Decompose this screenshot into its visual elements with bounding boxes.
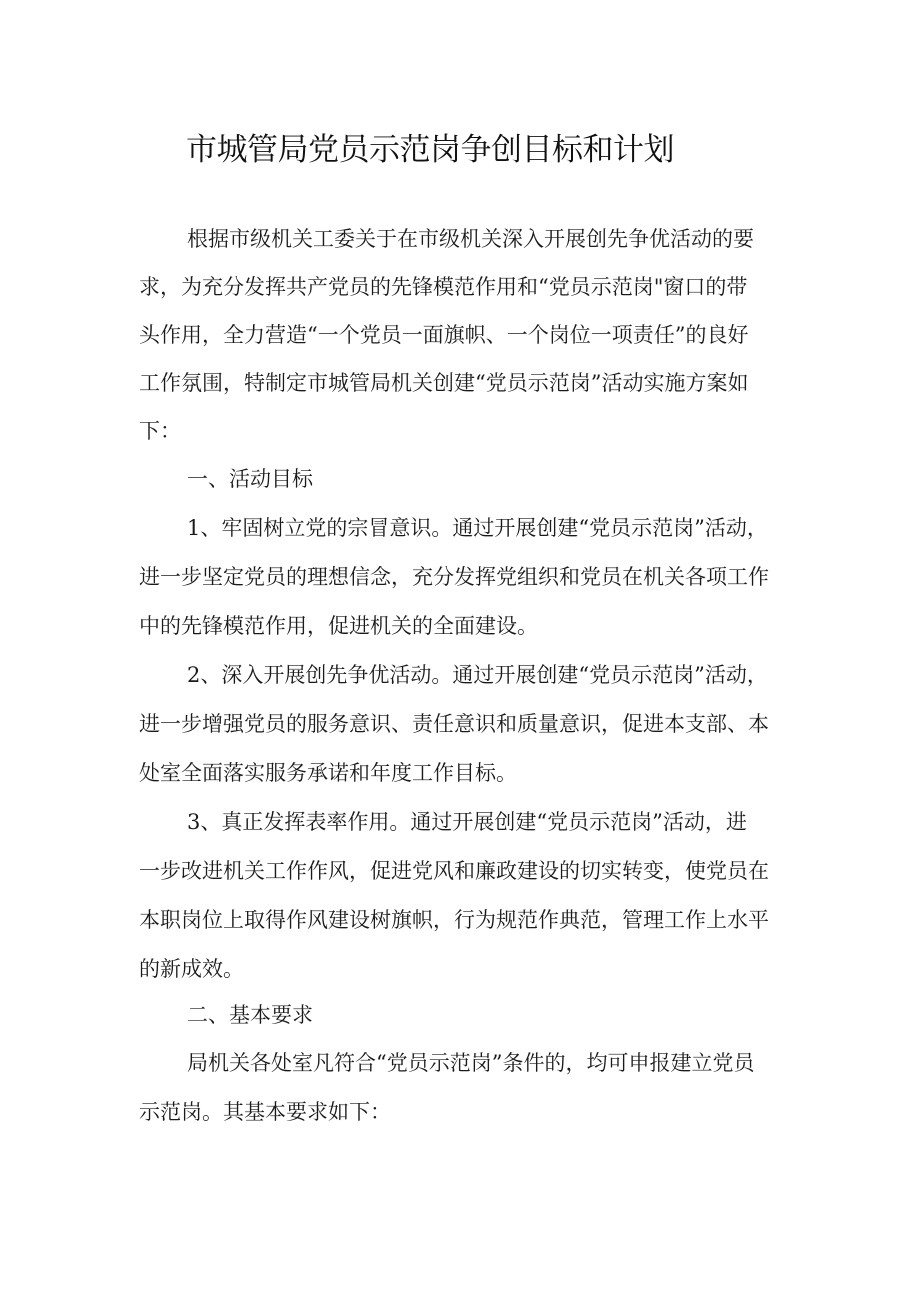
paragraph-line: 3、真正发挥表率作用。通过开展创建“党员示范岗”活动，进: [187, 810, 747, 834]
paragraph-line: 2、深入开展创先争优活动。通过开展创建“党员示范岗”活动，: [187, 663, 768, 687]
paragraph-line: 局机关各处室凡符合“党员示范岗”条件的，均可申报建立党员: [187, 1051, 755, 1075]
paragraph-line: 一步改进机关工作作风，促进党风和廉政建设的切实转变，使党员在: [139, 859, 769, 883]
paragraph-line: 根据市级机关工委关于在市级机关深入开展创先争优活动的要: [187, 227, 754, 251]
paragraph-line: 求，为充分发挥共产党员的先锋模范作用和“党员示范岗"窗口的带: [139, 275, 748, 299]
paragraph-line: 工作氛围，特制定市城管局机关创建“党员示范岗”活动实施方案如: [139, 371, 749, 395]
section-heading: 二、基本要求: [187, 1003, 313, 1027]
paragraph-line: 本职岗位上取得作风建设树旗帜，行为规范作典范，管理工作上水平: [139, 908, 769, 932]
paragraph-line: 进一步坚定党员的理想信念，充分发挥党组织和党员在机关各项工作: [139, 565, 769, 589]
paragraph-line: 进一步增强党员的服务意识、责任意识和质量意识，促进本支部、本: [139, 712, 769, 736]
document-title: 市城管局党员示范岗争创目标和计划: [186, 132, 674, 168]
paragraph-line: 头作用，全力营造“一个党员一面旗帜、一个岗位一项责任”的良好: [139, 323, 749, 347]
paragraph-line: 中的先锋模范作用，促进机关的全面建设。: [139, 614, 538, 638]
paragraph-line: 示范岗。其基本要求如下：: [139, 1100, 391, 1124]
section-heading: 一、活动目标: [187, 467, 313, 491]
paragraph-line: 处室全面落实服务承诺和年度工作目标。: [139, 761, 517, 785]
paragraph-line: 的新成效。: [139, 957, 244, 981]
paragraph-line: 下：: [139, 419, 181, 443]
paragraph-line: 1、牢固树立党的宗冒意识。通过开展创建“党员示范岗”活动，: [187, 516, 768, 540]
